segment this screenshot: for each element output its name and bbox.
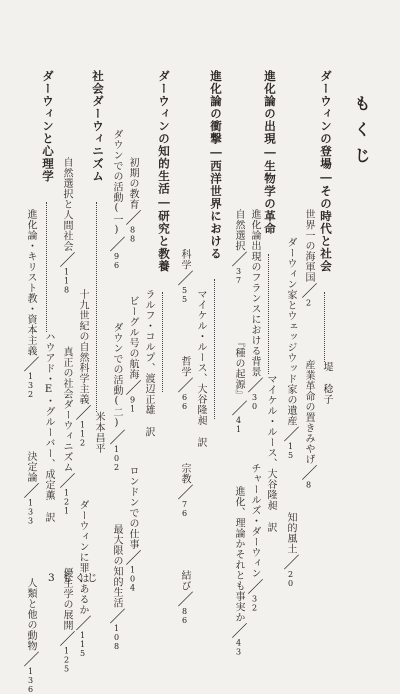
toc-title: もくじ: [352, 95, 371, 173]
toc-entries: 進化論・キリスト教・資本主義／132 決定論／133 人類と他の動物／136: [21, 209, 40, 694]
toc-entries: 世界一の海軍国／2 産業革命の置きみやげ／8: [299, 209, 318, 490]
toc-entries: 自然選択／37 『種の起源』／41 進化、理論かそれとも事実か／43: [229, 209, 248, 657]
section-header: ダーウィンの登場―その時代と社会 堤 稔子: [319, 70, 333, 405]
section-header: 社会ダーウィニズム 米本昌平: [91, 70, 105, 454]
page-footer: 3 もくじ: [48, 572, 100, 584]
toc-entries: ダーウィン家とウェッジウッド家の遺産／15 知的風土／20: [281, 237, 300, 588]
toc-entries: 十九世紀の自然科学主義／112 ダーウィンに罪はあるか／115: [73, 289, 92, 658]
section-header: 進化論の衝撃―西洋世界における: [208, 30, 224, 550]
toc-entries: 初期の教育／88 ビーグル号の航海／91 ロンドンでの仕事／104: [123, 157, 142, 593]
toc-entries: ダウンでの活動(一)／96 ダウンでの活動(二)／102 最大限の知的生活／108: [107, 129, 126, 651]
toc-entries: ラルフ・コルプ、渡辺正雄 訳: [143, 289, 154, 437]
toc-entries: 科学／55 哲学／66 宗教／76 結び／86: [175, 249, 194, 625]
section-header: 進化論の出現―生物学の革命 マイケル・ルース、大谷隆昶 訳: [263, 70, 277, 533]
toc-entries: マイケル・ルース、大谷隆昶 訳: [195, 289, 206, 448]
section-header: ダーウィンの知的生活―研究と教養: [156, 30, 172, 550]
toc-entries: 進化論出現のフランスにおける背景／30 チャールズ・ダーウィン／32: [245, 209, 264, 613]
section-header: ダーウィンと心理学 ハウアド・E・グルーバー、成定薫 訳: [41, 70, 55, 523]
toc-entries: 自然選択と人間社会／118 真正の社会ダーウィニズム／121 優生学の展開／125: [57, 157, 76, 674]
